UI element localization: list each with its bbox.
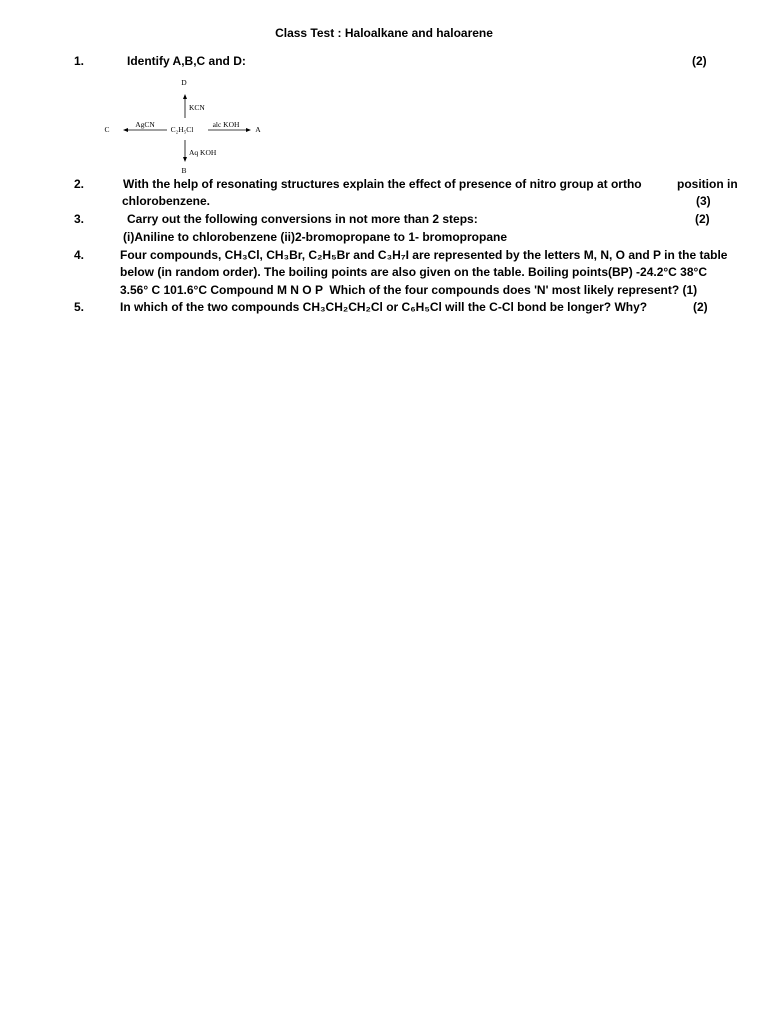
product-d-label: D xyxy=(181,78,187,87)
product-c-label: C xyxy=(104,125,110,134)
reaction-scheme-diagram xyxy=(100,74,270,178)
arrow-left-head xyxy=(123,128,128,132)
question-text: Identify A,B,C and D: xyxy=(127,54,246,68)
question-text-line-1: Four compounds, CH₃Cl, CH₃Br, C₂H₅Br and C₃H₇I are represented by the letters M, N, O and P in the table xyxy=(120,248,728,262)
question-number: 5. xyxy=(74,300,85,314)
page-title: Class Test : Haloalkane and haloarene xyxy=(275,26,493,40)
question-text-line-1-end: position in xyxy=(677,177,738,191)
reagent-alc-koh-label: alc KOH xyxy=(212,120,240,129)
question-text: In which of the two compounds CH₃CH₂CH₂Cl or C₆H₅Cl will the C-Cl bond be longer? Why? xyxy=(120,300,648,314)
reactant-label: C₂H₅Cl xyxy=(170,125,194,134)
arrow-down-head xyxy=(183,157,187,162)
question-text-line-1: Carry out the following conversions in not more than 2 steps: xyxy=(127,212,478,226)
question-number: 1. xyxy=(74,54,85,68)
arrow-up-head xyxy=(183,94,187,99)
question-text-line-2: chlorobenzene. xyxy=(122,194,211,208)
reagent-kcn-label: KCN xyxy=(189,103,205,112)
question-text-line-2: (i)Aniline to chlorobenzene (ii)2-bromopropane to 1- bromopropane xyxy=(123,230,507,244)
question-text-line-3: 3.56° C 101.6°C Compound M N O P Which of the four compounds does 'N' most likely represent? (1) xyxy=(120,283,698,297)
reagent-aq-koh-label: Aq KOH xyxy=(189,148,217,157)
reagent-agcn-label: AgCN xyxy=(135,120,155,129)
product-b-label: B xyxy=(181,166,187,175)
question-text-line-1: With the help of resonating structures explain the effect of presence of nitro group at ortho xyxy=(123,177,642,191)
question-number: 2. xyxy=(74,177,85,191)
question-number: 4. xyxy=(74,248,85,262)
arrow-right-head xyxy=(246,128,251,132)
question-marks: (2) xyxy=(692,54,707,68)
question-number: 3. xyxy=(74,212,85,226)
question-marks: (2) xyxy=(695,212,710,226)
question-text-line-2: below (in random order). The boiling points are also given on the table. Boiling points(BP) -24.2°C 38°C xyxy=(120,265,707,279)
question-marks: (3) xyxy=(696,194,711,208)
product-a-label: A xyxy=(255,125,261,134)
question-marks: (2) xyxy=(693,300,708,314)
